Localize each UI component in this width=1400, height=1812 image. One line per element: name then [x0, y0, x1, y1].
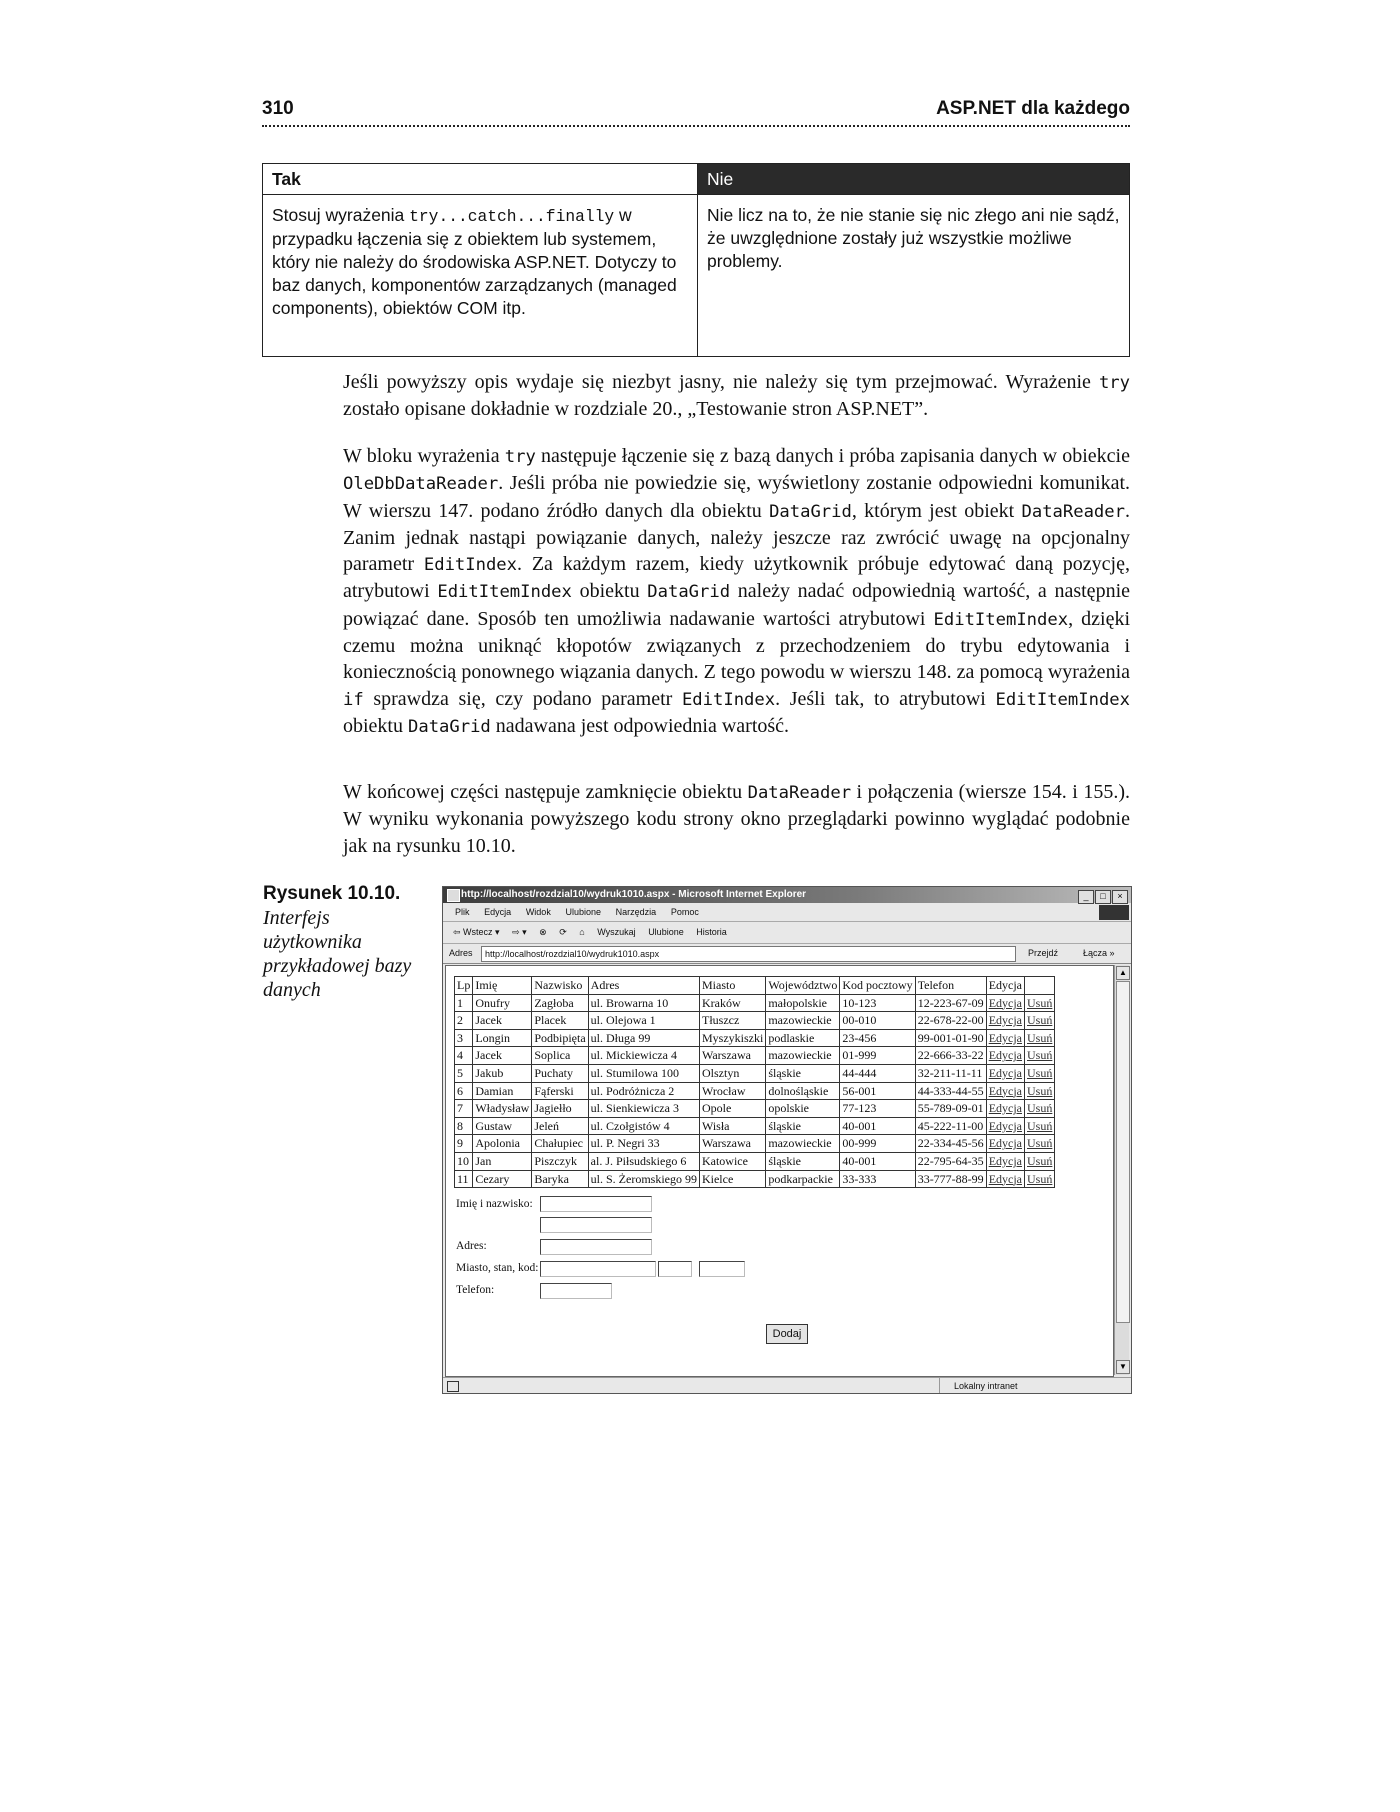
text: sprawdza się, czy podano parametr: [363, 687, 682, 710]
grid-cell: 40-001: [840, 1152, 915, 1170]
grid-cell: 2: [455, 1012, 473, 1030]
grid-cell: Jagiełło: [532, 1100, 588, 1118]
grid-cell: Jeleń: [532, 1117, 588, 1135]
table-row: [455, 1082, 1055, 1100]
text: obiektu: [571, 580, 648, 603]
address-label: Adres: [449, 948, 473, 958]
table-cell-yes: [263, 195, 698, 357]
running-header: [262, 96, 1130, 126]
grid-cell: dolnośląskie: [766, 1082, 840, 1100]
grid-cell: opolskie: [766, 1100, 840, 1118]
grid-cell: Jacek: [473, 1047, 532, 1065]
page-number: 310: [262, 98, 294, 119]
grid-header-cell: Imię: [473, 977, 532, 995]
grid-cell: Wisła: [699, 1117, 765, 1135]
table-row: [455, 1012, 1055, 1030]
name-label: Imię i nazwisko:: [456, 1198, 533, 1210]
grid-cell: 40-001: [840, 1117, 915, 1135]
grid-cell: ul. Podróżnicza 2: [588, 1082, 699, 1100]
grid-cell: Jan: [473, 1152, 532, 1170]
first-name-input[interactable]: [540, 1196, 652, 1212]
yes-text-1: Stosuj wyrażenia: [272, 205, 410, 225]
city-input[interactable]: [540, 1261, 656, 1277]
edit-link[interactable]: Edycja: [986, 1082, 1024, 1100]
grid-cell: Jacek: [473, 1012, 532, 1030]
grid-cell: Longin: [473, 1029, 532, 1047]
header-rule: [262, 125, 1130, 127]
do-dont-table: [262, 163, 1130, 357]
yes-code: try...catch...finally: [409, 207, 615, 226]
grid-cell: Podbipięta: [532, 1029, 588, 1047]
go-button[interactable]: Przejdź: [1028, 948, 1059, 958]
text: W końcowej części następuje zamknięcie obiektu: [343, 781, 748, 803]
maximize-button[interactable]: □: [1095, 890, 1111, 904]
links-button[interactable]: Łącza »: [1083, 948, 1115, 958]
grid-cell: ul. Olejowa 1: [588, 1012, 699, 1030]
grid-cell: 9: [455, 1135, 473, 1153]
grid-cell: ul. S. Żeromskiego 99: [588, 1170, 699, 1188]
grid-cell: mazowieckie: [766, 1012, 840, 1030]
paragraph-3: [343, 779, 1130, 859]
table-row: [455, 994, 1055, 1012]
refresh-button[interactable]: ⟳: [559, 927, 567, 937]
edit-link[interactable]: Edycja: [986, 1029, 1024, 1047]
grid-cell: 3: [455, 1029, 473, 1047]
code: EditItemIndex: [437, 582, 572, 603]
grid-cell: 00-010: [840, 1012, 915, 1030]
edit-link[interactable]: Edycja: [986, 994, 1024, 1012]
edit-link[interactable]: Edycja: [986, 1047, 1024, 1065]
grid-cell: Cezary: [473, 1170, 532, 1188]
paragraph-1: [343, 369, 1130, 423]
text: nadawana jest odpowiednia wartość.: [490, 714, 790, 737]
page-content: [445, 965, 1114, 1377]
figure-caption: [263, 882, 413, 1002]
edit-link[interactable]: Edycja: [986, 1100, 1024, 1118]
book-title: ASP.NET dla każdego: [936, 98, 1130, 119]
grid-cell: 32-211-11-11: [915, 1064, 986, 1082]
code: EditIndex: [423, 555, 518, 576]
table-row: [455, 1100, 1055, 1118]
table-cell-no: Nie licz na to, że nie stanie się nic złego ani nie sądź, że uwzględnione zostały już wszystkie możliwe problemy.: [698, 195, 1130, 357]
grid-header-cell: Miasto: [699, 977, 765, 995]
ie-icon: [447, 889, 460, 902]
caption-title: Rysunek 10.10.: [263, 883, 401, 904]
text: . Jeśli tak, to atrybutowi: [775, 687, 996, 710]
delete-link[interactable]: Usuń: [1025, 1012, 1055, 1030]
caption-text: Interfejs użytkownika przykładowej bazy danych: [263, 907, 412, 1001]
edit-link[interactable]: Edycja: [986, 1117, 1024, 1135]
grid-cell: 99-001-01-90: [915, 1029, 986, 1047]
table-row: [455, 1029, 1055, 1047]
delete-link[interactable]: Usuń: [1025, 1100, 1055, 1118]
favorites-button[interactable]: Ulubione: [648, 927, 684, 937]
phone-input[interactable]: [540, 1283, 612, 1299]
grid-cell: Warszawa: [699, 1135, 765, 1153]
grid-cell: Zagłoba: [532, 994, 588, 1012]
code: EditItemIndex: [933, 609, 1069, 630]
city-label: Miasto, stan, kod:: [456, 1262, 539, 1274]
table-row: [455, 1135, 1055, 1153]
code: DataGrid: [647, 582, 731, 603]
title-bar: [443, 887, 1131, 903]
grid-cell: 22-334-45-56: [915, 1135, 986, 1153]
add-button[interactable]: Dodaj: [766, 1324, 808, 1344]
back-button[interactable]: ⇦ Wstecz ▾: [453, 927, 500, 937]
grid-cell: 22-795-64-35: [915, 1152, 986, 1170]
grid-cell: 22-678-22-00: [915, 1012, 986, 1030]
code: try: [504, 447, 536, 467]
paragraph-2: [343, 443, 1130, 740]
edit-link[interactable]: Edycja: [986, 1012, 1024, 1030]
last-name-input[interactable]: [540, 1217, 652, 1233]
table-row: [455, 1152, 1055, 1170]
text: , dzięki czemu można uniknąć kłopotów związanych z przechodzeniem do trybu edytowania i koniecznością ponownego wiązania danych. Z tego powodu w wierszu 148. za pomocą wyrażenia: [343, 607, 1131, 684]
state-input[interactable]: [658, 1261, 692, 1277]
grid-cell: 1: [455, 994, 473, 1012]
grid-cell: Chałupiec: [532, 1135, 588, 1153]
stop-button[interactable]: ⊗: [539, 927, 547, 937]
grid-cell: Puchaty: [532, 1064, 588, 1082]
grid-cell: Tłuszcz: [699, 1012, 765, 1030]
security-zone: Lokalny intranet: [939, 1378, 1018, 1394]
grid-cell: mazowieckie: [766, 1135, 840, 1153]
grid-cell: 6: [455, 1082, 473, 1100]
menu-tools[interactable]: Narzędzia: [615, 907, 657, 917]
table-row: [455, 1047, 1055, 1065]
table-header-yes: Tak: [263, 164, 698, 195]
zip-input[interactable]: [699, 1261, 745, 1277]
grid-cell: 7: [455, 1100, 473, 1118]
text: . Za każdym razem, kiedy użytkownik próbuje edytować daną pozycję, atrybutowi: [343, 553, 1130, 603]
text: i połączenia (wiersze 154. i 155.). W wyniku wykonania powyższego kodu strony okno przeglądarki powinno wyglądać podobnie jak na rysunku 10.10.: [343, 781, 1130, 857]
grid-cell: Soplica: [532, 1047, 588, 1065]
toolbar: [443, 922, 1131, 944]
menu-file[interactable]: Plik: [455, 907, 470, 917]
grid-cell: Onufry: [473, 994, 532, 1012]
menu-favorites[interactable]: Ulubione: [565, 907, 601, 917]
data-grid: [454, 976, 1055, 1188]
grid-cell: Damian: [473, 1082, 532, 1100]
menu-bar: [443, 904, 1131, 922]
grid-cell: Myszykiszki: [699, 1029, 765, 1047]
address-input[interactable]: http://localhost/rozdzial10/wydruk1010.aspx: [481, 946, 1016, 962]
scroll-up-icon[interactable]: ▲: [1116, 966, 1130, 980]
grid-cell: śląskie: [766, 1152, 840, 1170]
delete-link[interactable]: Usuń: [1025, 1082, 1055, 1100]
grid-cell: 33-333: [840, 1170, 915, 1188]
grid-cell: ul. Stumilowa 100: [588, 1064, 699, 1082]
grid-cell: Apolonia: [473, 1135, 532, 1153]
grid-cell: al. J. Piłsudskiego 6: [588, 1152, 699, 1170]
grid-header-cell: Adres: [588, 977, 699, 995]
edit-link[interactable]: Edycja: [986, 1152, 1024, 1170]
grid-cell: Gustaw: [473, 1117, 532, 1135]
scroll-thumb[interactable]: [1116, 981, 1130, 1323]
text: , którym jest obiekt: [851, 499, 1022, 522]
grid-cell: ul. Mickiewicza 4: [588, 1047, 699, 1065]
grid-cell: 10-123: [840, 994, 915, 1012]
text: . Jeśli próba nie powiedzie się, wyświetlony zostanie odpowiedni komunikat. W wierszu 147. podano źródło danych dla obiektu: [343, 472, 1130, 522]
grid-cell: małopolskie: [766, 994, 840, 1012]
code: DataGrid: [769, 501, 852, 522]
grid-cell: 4: [455, 1047, 473, 1065]
grid-header-cell: [1025, 977, 1055, 995]
text: W bloku wyrażenia: [343, 445, 505, 467]
table-header-no: Nie: [698, 164, 1130, 195]
grid-header-row: [455, 977, 1055, 995]
delete-link[interactable]: Usuń: [1025, 1135, 1055, 1153]
delete-link[interactable]: Usuń: [1025, 1064, 1055, 1082]
code: OleDbDataReader: [343, 474, 499, 495]
delete-link[interactable]: Usuń: [1025, 1047, 1055, 1065]
edit-link[interactable]: Edycja: [986, 1135, 1024, 1153]
menu-edit[interactable]: Edycja: [484, 907, 512, 917]
grid-cell: 77-123: [840, 1100, 915, 1118]
grid-cell: Fąferski: [532, 1082, 588, 1100]
code: DataReader: [747, 783, 852, 803]
grid-cell: 44-333-44-55: [915, 1082, 986, 1100]
page-icon: [447, 1381, 459, 1392]
text: należy nadać odpowiednią wartość, a następnie powiązać dane. Sposób ten umożliwia nadawanie wartości atrybutowi: [343, 580, 1130, 630]
home-button[interactable]: ⌂: [579, 927, 585, 937]
history-button[interactable]: Historia: [696, 927, 727, 937]
grid-header-cell: Nazwisko: [532, 977, 588, 995]
delete-link[interactable]: Usuń: [1025, 994, 1055, 1012]
grid-header-cell: Edycja: [986, 977, 1024, 995]
grid-cell: śląskie: [766, 1117, 840, 1135]
yes-text-2: w przypadku łączenia się z obiektem lub systemem, który nie należy do środowiska ASP.NET. Dotyczy to baz danych, komponentów zarządzanych (managed components), obiektów COM itp.: [272, 205, 677, 318]
text: obiektu: [343, 714, 408, 737]
grid-cell: 45-222-11-00: [915, 1117, 986, 1135]
grid-cell: 01-999: [840, 1047, 915, 1065]
menu-view[interactable]: Widok: [525, 907, 551, 917]
grid-cell: 10: [455, 1152, 473, 1170]
delete-link[interactable]: Usuń: [1025, 1029, 1055, 1047]
delete-link[interactable]: Usuń: [1025, 1152, 1055, 1170]
grid-cell: Baryka: [532, 1170, 588, 1188]
grid-cell: 56-001: [840, 1082, 915, 1100]
grid-cell: ul. Browarna 10: [588, 994, 699, 1012]
delete-link[interactable]: Usuń: [1025, 1170, 1055, 1188]
grid-cell: Władysław: [473, 1100, 532, 1118]
grid-cell: ul. Długa 99: [588, 1029, 699, 1047]
table-row: [455, 1170, 1055, 1188]
grid-cell: Kraków: [699, 994, 765, 1012]
edit-link[interactable]: Edycja: [986, 1170, 1024, 1188]
grid-cell: Opole: [699, 1100, 765, 1118]
code: EditItemIndex: [995, 689, 1130, 710]
grid-cell: 55-789-09-01: [915, 1100, 986, 1118]
grid-header-cell: Województwo: [766, 977, 840, 995]
text: następuje łączenie się z bazą danych i próba zapisania danych w obiekcie: [535, 445, 1130, 467]
vertical-scrollbar[interactable]: [1114, 965, 1129, 1375]
grid-cell: 00-999: [840, 1135, 915, 1153]
grid-cell: 33-777-88-99: [915, 1170, 986, 1188]
code: try: [1098, 373, 1130, 393]
grid-cell: Katowice: [699, 1152, 765, 1170]
grid-cell: śląskie: [766, 1064, 840, 1082]
code: DataGrid: [408, 716, 491, 737]
windows-logo-icon: [1099, 905, 1129, 920]
grid-cell: Kielce: [699, 1170, 765, 1188]
status-bar: [443, 1377, 1131, 1394]
window-controls: [1077, 889, 1128, 905]
grid-cell: Warszawa: [699, 1047, 765, 1065]
grid-cell: Placek: [532, 1012, 588, 1030]
grid-cell: 23-456: [840, 1029, 915, 1047]
window-title: http://localhost/rozdzial10/wydruk1010.aspx - Microsoft Internet Explorer: [461, 889, 807, 900]
grid-header-cell: Telefon: [915, 977, 986, 995]
text: zostało opisane dokładnie w rozdziale 20., „Testowanie stron ASP.NET”.: [343, 398, 929, 421]
grid-cell: podlaskie: [766, 1029, 840, 1047]
grid-cell: podkarpackie: [766, 1170, 840, 1188]
text: Jeśli powyższy opis wydaje się niezbyt jasny, nie należy się tym przejmować. Wyrażenie: [343, 371, 1099, 393]
grid-cell: mazowieckie: [766, 1047, 840, 1065]
search-button[interactable]: Wyszukaj: [597, 927, 636, 937]
grid-cell: 11: [455, 1170, 473, 1188]
grid-header-cell: Lp: [455, 977, 473, 995]
address-field-input[interactable]: [540, 1239, 652, 1255]
code: EditIndex: [681, 689, 776, 710]
grid-cell: Jakub: [473, 1064, 532, 1082]
browser-window: [442, 886, 1132, 1394]
grid-cell: ul. P. Negri 33: [588, 1135, 699, 1153]
code: if: [343, 689, 364, 710]
phone-label: Telefon:: [456, 1284, 495, 1296]
code: DataReader: [1021, 501, 1125, 522]
grid-cell: ul. Sienkiewicza 3: [588, 1100, 699, 1118]
grid-cell: Piszczyk: [532, 1152, 588, 1170]
grid-cell: 5: [455, 1064, 473, 1082]
grid-cell: ul. Czołgistów 4: [588, 1117, 699, 1135]
address-bar: [443, 944, 1131, 964]
grid-cell: Olsztyn: [699, 1064, 765, 1082]
grid-cell: 44-444: [840, 1064, 915, 1082]
grid-cell: 8: [455, 1117, 473, 1135]
minimize-button[interactable]: _: [1078, 890, 1094, 904]
text: . Zanim jednak nastąpi powiązanie danych, należy jeszcze raz zwrócić uwagę na opcjonalny parametr: [343, 499, 1130, 576]
delete-link[interactable]: Usuń: [1025, 1117, 1055, 1135]
address-field-label: Adres:: [456, 1240, 487, 1252]
forward-button[interactable]: ⇨ ▾: [512, 927, 527, 937]
menu-help[interactable]: Pomoc: [670, 907, 699, 917]
table-row: [455, 1117, 1055, 1135]
grid-cell: 22-666-33-22: [915, 1047, 986, 1065]
grid-header-cell: Kod pocztowy: [840, 977, 915, 995]
edit-link[interactable]: Edycja: [986, 1064, 1024, 1082]
grid-cell: 12-223-67-09: [915, 994, 986, 1012]
close-button[interactable]: ×: [1112, 890, 1128, 904]
scroll-down-icon[interactable]: ▼: [1116, 1360, 1130, 1374]
table-row: [455, 1064, 1055, 1082]
grid-cell: Wrocław: [699, 1082, 765, 1100]
